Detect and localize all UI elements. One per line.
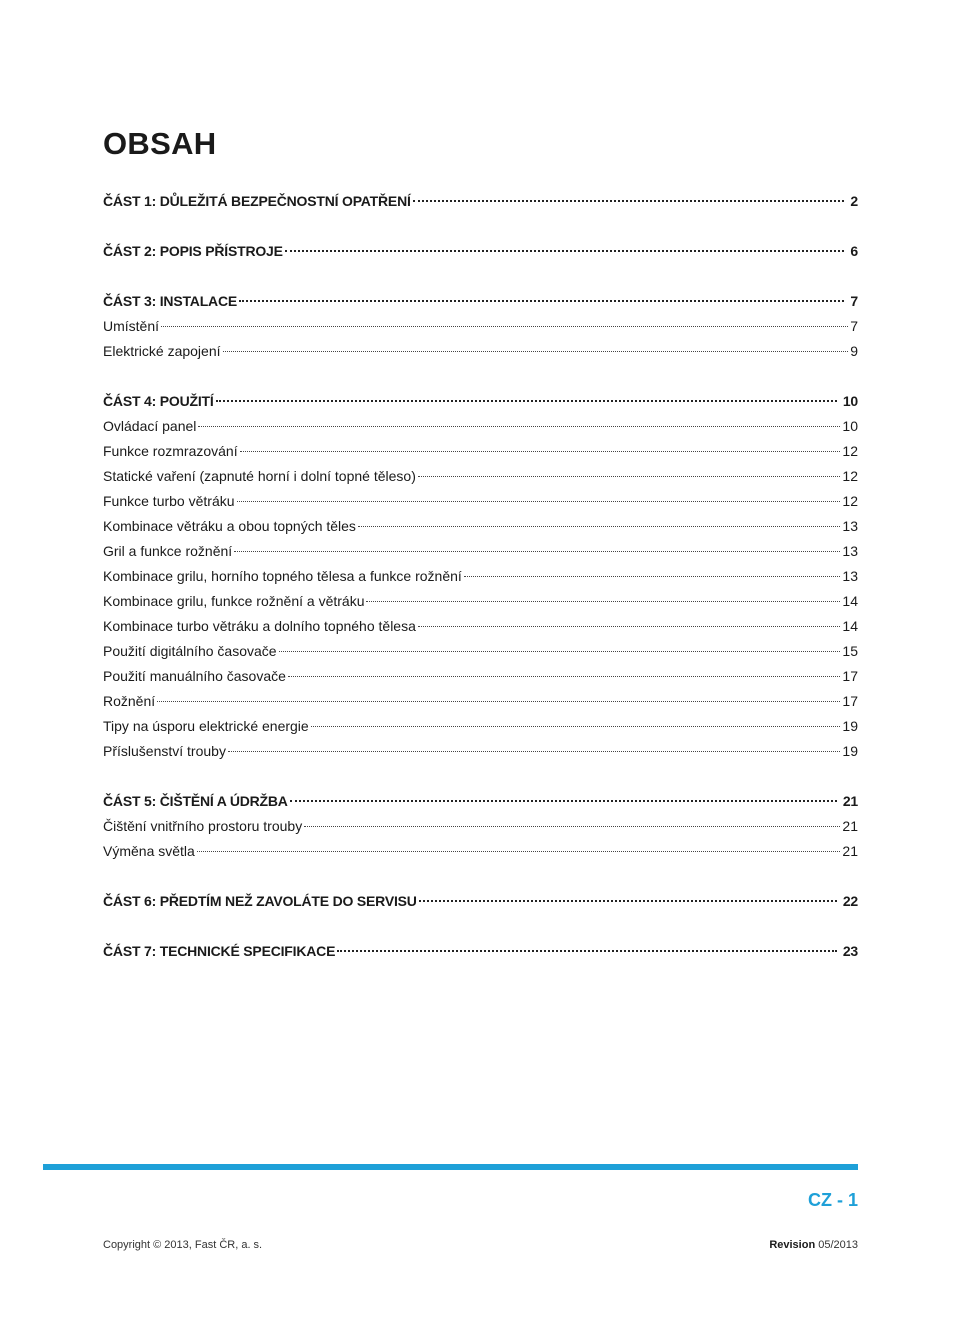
dot-leader	[216, 400, 837, 402]
toc-label: ČÁST 1: DŮLEŽITÁ BEZPEČNOSTNÍ OPATŘENÍ	[103, 193, 411, 209]
footer-divider	[43, 1164, 858, 1170]
revision-label: Revision	[769, 1239, 816, 1251]
page-title: OBSAH	[103, 126, 217, 161]
toc-page-number: 21	[842, 843, 858, 859]
dot-leader	[290, 800, 837, 802]
dot-leader	[418, 476, 841, 477]
toc-entry-row[interactable]	[103, 814, 858, 839]
toc-label: Statické vaření (zapnuté horní i dolní topné těleso)	[103, 468, 416, 484]
toc-page-number: 17	[842, 668, 858, 684]
dot-leader	[228, 751, 840, 752]
dot-leader	[464, 576, 841, 577]
toc-page-number: 23	[842, 943, 858, 959]
dot-leader	[418, 626, 841, 627]
page-number: CZ - 1	[807, 1190, 858, 1210]
toc-page-number: 19	[842, 743, 858, 759]
toc-entry-row[interactable]	[103, 539, 858, 564]
toc-label: Gril a funkce rožnění	[103, 543, 233, 559]
dot-leader	[239, 300, 844, 302]
toc-label: ČÁST 7: TECHNICKÉ SPECIFIKACE	[103, 943, 336, 959]
toc-section-row[interactable]	[103, 939, 858, 964]
toc-page-number: 12	[842, 468, 858, 484]
toc-entry-row[interactable]	[103, 839, 858, 864]
toc-page-number: 14	[842, 593, 858, 609]
toc-page-number: 13	[842, 568, 858, 584]
toc-page-number: 6	[850, 243, 858, 259]
toc-entry-row[interactable]	[103, 439, 858, 464]
toc-label: Výměna světla	[103, 843, 195, 859]
copyright-notice: Copyright © 2013, Fast ČR, a. s.	[103, 1239, 263, 1251]
dot-leader	[240, 451, 841, 452]
toc-section-row[interactable]	[103, 789, 858, 814]
toc-label: Funkce turbo větráku	[103, 493, 235, 509]
dot-leader	[279, 651, 841, 652]
toc-entry-row[interactable]	[103, 589, 858, 614]
toc-label: Kombinace grilu, funkce rožnění a větráku	[103, 593, 365, 609]
toc-entry-row[interactable]	[103, 339, 858, 364]
toc-section-row[interactable]	[103, 239, 858, 264]
toc-page-number: 12	[842, 493, 858, 509]
toc-label: Příslušenství trouby	[103, 743, 226, 759]
toc-label: Použití digitálního časovače	[103, 643, 277, 659]
dot-leader	[285, 250, 845, 252]
dot-leader	[157, 701, 840, 702]
dot-leader	[337, 950, 837, 952]
toc-section-row[interactable]	[103, 889, 858, 914]
toc-page-number: 22	[842, 893, 858, 909]
toc-entry-row[interactable]	[103, 614, 858, 639]
toc-label: Použití manuálního časovače	[103, 668, 286, 684]
toc-label: Kombinace větráku a obou topných těles	[103, 518, 356, 534]
toc-label: Elektrické zapojení	[103, 343, 221, 359]
dot-leader	[304, 826, 840, 827]
dot-leader	[366, 601, 840, 602]
toc-page-number: 21	[842, 818, 858, 834]
toc-entry-row[interactable]	[103, 664, 858, 689]
toc-page-number: 7	[850, 293, 858, 309]
toc-label: Kombinace grilu, horního topného tělesa a funkce rožnění	[103, 568, 462, 584]
toc-label: Funkce rozmrazování	[103, 443, 238, 459]
toc-entry-row[interactable]	[103, 489, 858, 514]
toc-label: ČÁST 2: POPIS PŘÍSTROJE	[103, 243, 283, 259]
toc-label: Ovládací panel	[103, 418, 197, 434]
toc-entry-row[interactable]	[103, 514, 858, 539]
dot-leader	[161, 326, 848, 327]
toc-section-row[interactable]	[103, 389, 858, 414]
toc-page-number: 10	[842, 418, 858, 434]
toc-section-row[interactable]	[103, 289, 858, 314]
toc-entry-row[interactable]	[103, 464, 858, 489]
dot-leader	[311, 726, 841, 727]
table-of-contents	[103, 189, 858, 964]
toc-label: ČÁST 3: INSTALACE	[103, 293, 238, 309]
toc-label: ČÁST 6: PŘEDTÍM NEŽ ZAVOLÁTE DO SERVISU	[103, 893, 417, 909]
toc-page-number: 9	[850, 343, 858, 359]
toc-entry-row[interactable]	[103, 414, 858, 439]
toc-page-number: 13	[842, 543, 858, 559]
toc-label: Tipy na úsporu elektrické energie	[103, 718, 309, 734]
toc-label: Čištění vnitřního prostoru trouby	[103, 818, 303, 834]
dot-leader	[197, 851, 841, 852]
toc-page-number: 15	[842, 643, 858, 659]
toc-page-number: 21	[842, 793, 858, 809]
toc-page-number: 2	[850, 193, 858, 209]
toc-label: Kombinace turbo větráku a dolního topného tělesa	[103, 618, 416, 634]
toc-page-number: 13	[842, 518, 858, 534]
toc-label: ČÁST 5: ČIŠTĚNÍ A ÚDRŽBA	[103, 793, 288, 809]
dot-leader	[198, 426, 840, 427]
toc-label: ČÁST 4: POUŽITÍ	[103, 393, 214, 409]
toc-entry-row[interactable]	[103, 639, 858, 664]
toc-label: Umístění	[103, 318, 160, 334]
toc-entry-row[interactable]	[103, 714, 858, 739]
toc-entry-row[interactable]	[103, 739, 858, 764]
revision-date: 05/2013	[818, 1239, 858, 1251]
dot-leader	[237, 501, 841, 502]
toc-label: Rožnění	[103, 693, 156, 709]
toc-page-number: 12	[842, 443, 858, 459]
dot-leader	[234, 551, 840, 552]
toc-entry-row[interactable]	[103, 314, 858, 339]
toc-page-number: 19	[842, 718, 858, 734]
toc-entry-row[interactable]	[103, 689, 858, 714]
toc-entry-row[interactable]	[103, 564, 858, 589]
toc-page-number: 7	[850, 318, 858, 334]
toc-section-row[interactable]	[103, 189, 858, 214]
toc-page-number: 17	[842, 693, 858, 709]
toc-page-number: 14	[842, 618, 858, 634]
revision-info	[769, 1239, 858, 1251]
toc-page-number: 10	[842, 393, 858, 409]
dot-leader	[419, 900, 837, 902]
dot-leader	[358, 526, 840, 527]
dot-leader	[288, 676, 841, 677]
dot-leader	[223, 351, 849, 352]
dot-leader	[413, 200, 845, 202]
